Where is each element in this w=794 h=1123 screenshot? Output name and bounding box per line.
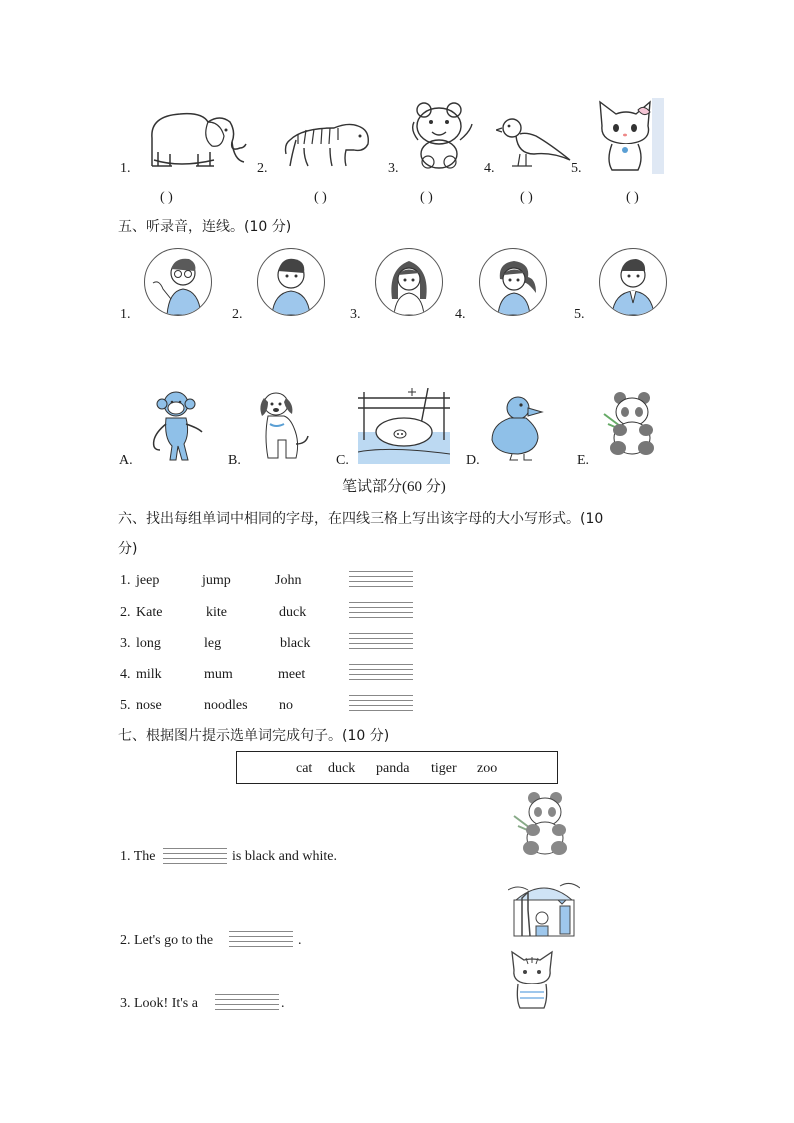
person-number: 1. [120, 307, 131, 322]
person-number: 3. [350, 307, 361, 322]
item-number: 5. [571, 161, 582, 176]
word: meet [278, 667, 306, 682]
animal-label: D. [466, 453, 480, 468]
word-bank-word: cat [296, 761, 313, 776]
word: milk [136, 667, 162, 682]
word: long [136, 636, 161, 651]
sentence-end: . [281, 996, 285, 1011]
sentence-end: . [298, 933, 302, 948]
word: John [275, 573, 302, 588]
word-bank-word: zoo [477, 761, 498, 776]
four-line-writing-area[interactable] [349, 695, 413, 710]
zoo-picture [508, 870, 580, 942]
section-5-title: 五、听录音，连线。(10 分) [118, 219, 292, 235]
word: nose [136, 698, 162, 713]
item-number: 1. [120, 161, 131, 176]
person-number: 5. [574, 307, 585, 322]
elephant-picture [140, 108, 248, 174]
answer-paren[interactable]: ( ) [314, 190, 327, 205]
four-line-writing-area[interactable] [349, 664, 413, 679]
person-number: 4. [455, 307, 466, 322]
answer-paren[interactable]: ( ) [420, 190, 433, 205]
item-number: 2. [257, 161, 268, 176]
answer-blank[interactable] [163, 848, 227, 863]
dog-picture [256, 388, 312, 464]
section-6-title-cont: 分) [118, 541, 138, 557]
word: no [279, 698, 293, 713]
word: mum [204, 667, 233, 682]
answer-blank[interactable] [229, 931, 293, 946]
word-bank-word: duck [328, 761, 356, 776]
word: kite [206, 605, 227, 620]
sentence-start: 1. The [120, 849, 156, 864]
word: leg [204, 636, 222, 651]
animal-label: A. [119, 453, 133, 468]
row-number: 4. [120, 667, 131, 682]
girl-ponytail-picture [479, 248, 547, 316]
item-number: 3. [388, 161, 399, 176]
item-number: 4. [484, 161, 495, 176]
tiger-picture [282, 114, 374, 170]
word-bank-word: panda [376, 761, 410, 776]
cat-picture [508, 950, 556, 1010]
pig-picture [358, 388, 450, 464]
word: duck [279, 605, 307, 620]
row-number: 2. [120, 605, 131, 620]
section-7-title: 七、根据图片提示选单词完成句子。(10 分) [118, 728, 390, 744]
row-number: 5. [120, 698, 131, 713]
word-bank-box [236, 751, 558, 784]
animal-label: E. [577, 453, 590, 468]
girl-long-hair-picture [375, 248, 443, 316]
man-picture [599, 248, 667, 316]
word: noodles [204, 698, 248, 713]
boy-glasses-picture [144, 248, 212, 316]
word: jump [202, 573, 231, 588]
word-bank-word: tiger [431, 761, 457, 776]
row-number: 1. [120, 573, 131, 588]
panda-picture [512, 790, 578, 860]
word: Kate [136, 605, 163, 620]
duck-picture [488, 388, 546, 464]
sentence-end: is black and white. [232, 849, 337, 864]
answer-paren[interactable]: ( ) [626, 190, 639, 205]
answer-blank[interactable] [215, 994, 279, 1009]
word: jeep [136, 573, 160, 588]
row-number: 3. [120, 636, 131, 651]
written-part-heading: 笔试部分(60 分) [342, 479, 446, 495]
animal-label: C. [336, 453, 349, 468]
animal-label: B. [228, 453, 241, 468]
bear-picture [406, 100, 478, 172]
sentence-start: 3. Look! It's a [120, 996, 198, 1011]
word: black [280, 636, 311, 651]
sentence-start: 2. Let's go to the [120, 933, 214, 948]
answer-paren[interactable]: ( ) [160, 190, 173, 205]
four-line-writing-area[interactable] [349, 633, 413, 648]
bird-picture [496, 114, 572, 172]
monkey-picture [148, 388, 208, 464]
section-6-title: 六、找出每组单词中相同的字母，在四线三格上写出该字母的大小写形式。(10 [118, 511, 604, 527]
cat-picture [592, 98, 664, 174]
four-line-writing-area[interactable] [349, 571, 413, 586]
answer-paren[interactable]: ( ) [520, 190, 533, 205]
four-line-writing-area[interactable] [349, 602, 413, 617]
panda-picture [600, 390, 666, 460]
boy-picture [257, 248, 325, 316]
person-number: 2. [232, 307, 243, 322]
